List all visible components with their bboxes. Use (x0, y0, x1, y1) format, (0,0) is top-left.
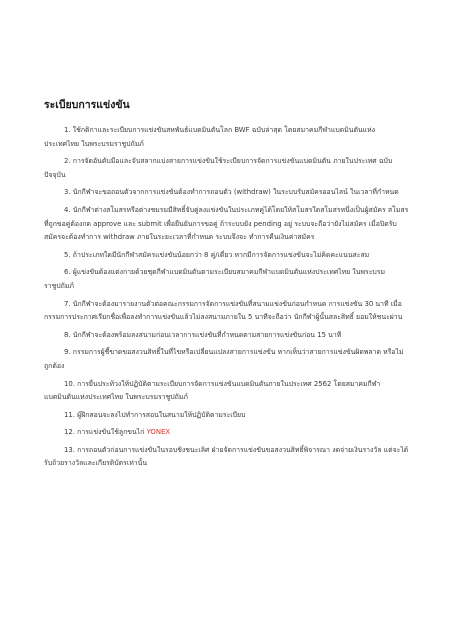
rule-text: นักกีฬาจะต้องพร้อมลงสนามก่อนเวลาการแข่งขันที่กำหนดตามสายการแข่งขันก่อน 15 นาที (72, 330, 342, 339)
rule-number: 2. (64, 157, 71, 166)
shuttlecock-brand: YONEX (146, 428, 171, 437)
rule-text: ใช้กติกาและระเบียบการแข่งขันสหพันธ์แบดมินตันโลก BWF ฉบับล่าสุด โดยสมาคมกีฬาแบดมินตันแห่งประเทศไทย ในพระบรมราชูปถัมภ์ (44, 126, 375, 148)
rule-text: การจัดอันดับมือและจับสลากแบ่งสายการแข่งขันใช้ระเบียบการจัดการแข่งขันแบดมินตัน ภายในประเทศ ฉบับปัจจุบัน (44, 157, 393, 179)
rule-item (44, 426, 410, 440)
rule-item (44, 186, 410, 200)
rule-number: 1. (64, 126, 71, 134)
rule-text: ผู้ฝึกสอนจะลงไปทำการสอนในสนามให้ปฏิบัติตามระเบียบ (77, 410, 246, 419)
rules-list (44, 124, 410, 475)
rule-text: นักกีฬาจะขอถอนตัวจากการแข่งขันต้องทำการถอนตัว (withdraw) ในระบบรับสมัครออนไลน์ ในเวลาที่กำหนด (72, 188, 399, 197)
rule-number: 4. (64, 205, 71, 214)
rule-item (44, 444, 410, 471)
rule-text: การถอนตัวก่อนการแข่งขันในรอบชิงชนะเลิศ ฝ่ายจัดการแข่งขันขอสงวนสิทธิ์พิจารณา งดจ่ายเงินรางวัล แต่จะได้รับถ้วยรางวัลและเกียรติบัตรเท่านั้น (44, 445, 409, 468)
rule-number: 6. (64, 268, 71, 277)
rule-number: 13. (64, 445, 75, 454)
rule-item (44, 249, 410, 263)
rule-number: 7. (64, 299, 71, 308)
rule-number: 9. (64, 348, 71, 357)
rule-item (44, 378, 410, 405)
rule-text: นักกีฬาจะต้องมารายงานตัวต่อคณะกรรมการจัดการแข่งขันที่สนามแข่งขันก่อนกำหนด การแข่งขัน 30 นาที เมื่อกรรมการประกาศเรียกชื่อเพื่อลงทำการแข่งขันแล้วไม่ลงสนามภายใน 5 นาทีจะถือว่า นักกีฬาผู้นั้นสละสิทธิ์ ยอมให้ชนะผ่าน (44, 299, 403, 322)
rule-text: ผู้แข่งขันต้องแต่งกายด้วยชุดกีฬาแบดมินตันตามระเบียบสมาคมกีฬาแบดมินตันแห่งประเทศไทย ในพระบรมราชูปถัมภ์ (44, 268, 386, 290)
rule-text: การแข่งขันใช้ลูกขนไก่ (77, 428, 145, 437)
rule-item (44, 124, 410, 151)
rule-number: 10. (64, 379, 75, 388)
rule-number: 5. (64, 250, 71, 259)
rule-item (44, 329, 410, 343)
rule-text: กรรมการผู้ชี้ขาดขอสงวนสิทธิ์ในที่ไขหรือเปลี่ยนแปลงสายการแข่งขัน หากเห็นว่าสายการแข่งขันผิดพลาด หรือไม่ถูกต้อง (44, 348, 404, 370)
rule-item (44, 266, 410, 293)
rule-item (44, 204, 410, 245)
rule-text: นักกีฬาต่างสโมสรหรือต่างชมรมมีสิทธิ์จับคู่ลงแข่งขันในประเภทคู่ได้โดยให้สโมสรใดสโมสรหนึ่งเป็นผู้สมัคร สโมสรที่ถูกขอคู่ต้องกด approve และ submit เพื่อยืนยันการขอคู่ ถ้าระบบยัง pending อยู่ ระบบจะถือว่ายังไม่สมัคร เมื่อปิดรับสมัครจะต้องทำการ withdraw ภายในระยะเวลาที่กำหนด ระบบจึงจะ ทำการคืนเงินค่าสมัคร (44, 205, 409, 242)
rule-number: 3. (64, 188, 71, 197)
rule-text: การยื่นประท้วงให้ปฏิบัติตามระเบียบการจัดการแข่งขันแบดมินตันภายในประเทศ 2562 โดยสมาคมกีฬาแบดมินตันแห่งประเทศไทย ในพระบรมราชูปถัมภ์ (44, 379, 381, 402)
rule-number: 8. (64, 330, 71, 339)
rule-number: 11. (64, 410, 75, 419)
rule-item (44, 409, 410, 423)
rule-number: 12. (64, 428, 75, 437)
rule-item (44, 155, 410, 182)
rule-text: ถ้าประเภทใดมีนักกีฬาสมัครแข่งขันน้อยกว่า 8 คู่/เดี่ยว หากมีการจัดการแข่งขันจะไม่คิดคะแนนสะสม (72, 250, 370, 259)
rule-item (44, 298, 410, 325)
rule-item (44, 346, 410, 373)
page-title: ระเบียบการแข่งขัน (44, 99, 130, 111)
